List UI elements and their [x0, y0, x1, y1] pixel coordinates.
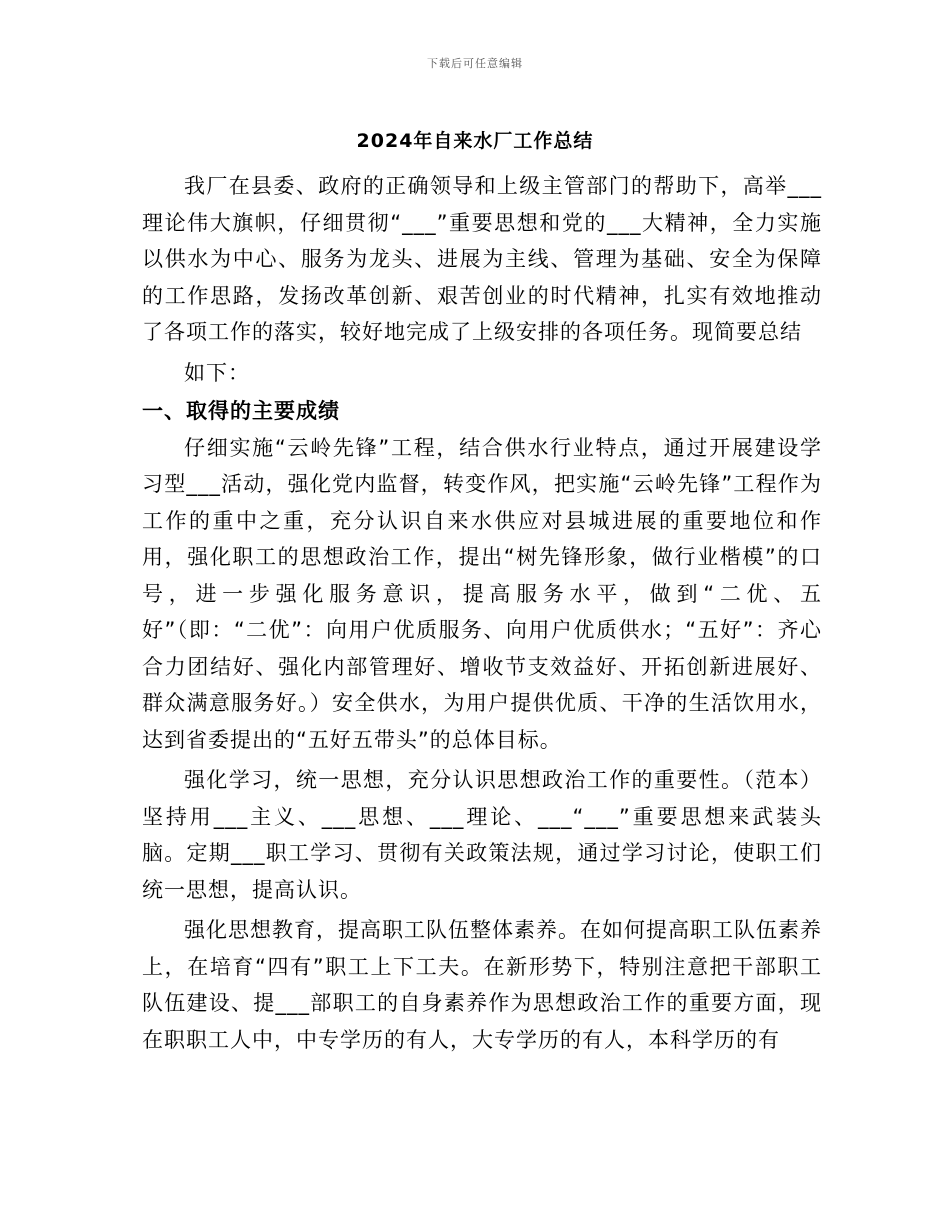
intro-continuation: 如下：	[184, 360, 250, 385]
header-note: 下载后可任意编辑	[427, 57, 523, 70]
section-heading: 一、取得的主要成绩	[142, 399, 340, 423]
intro-paragraph: 我厂在县委、政府的正确领导和上级主管部门的帮助下，高举___理论伟大旗帜，仔细贯彻“___”重要思想和党的___大精神，全力实施以供水为中心、服务为龙头、进展为主线、管理为基础、安全为保障的工作思路，发扬改革创新、艰苦创业的时代精神，扎实有效地推动了各项工作的落实，较好地完成了上级安排的各项任务。现简要总结	[142, 174, 822, 344]
body-paragraph-3: 强化思想教育，提高职工队伍整体素养。在如何提高职工队伍素养上，在培育“四有”职工上下工夫。在新形势下，特别注意把干部职工队伍建设、提___部职工的自身素养作为思想政治工作的重要方面，现在职职工人中，中专学历的有人，大专学历的有人，本科学历的有	[142, 918, 822, 1052]
body-paragraph-2: 强化学习，统一思想，充分认识思想政治工作的重要性。（范本）坚持用___主义、___思想、___理论、___“___”重要思想来武装头脑。定期___职工学习、贯彻有关政策法规，通过学习讨论，使职工们统一思想，提高认识。	[142, 768, 822, 902]
document-body	[142, 168, 822, 1058]
document-title: 2024年自来水厂工作总结	[356, 130, 594, 152]
body-paragraph-1: 仔细实施“云岭先锋”工程，结合供水行业特点，通过开展建设学习型___活动，强化党内监督，转变作风，把实施“云岭先锋”工程作为工作的重中之重，充分认识自来水供应对县城进展的重要地位和作用，强化职工的思想政治工作，提出“树先锋形象，做行业楷模”的口号，进一步强化服务意识，提高服务水平，做到“二优、五好”（即：“二优”：向用户优质服务、向用户优质供水；“五好”：齐心合力团结好、强化内部管理好、增收节支效益好、开拓创新进展好、群众满意服务好。）安全供水，为用户提供优质、干净的生活饮用水，达到省委提出的“五好五带头”的总体目标。	[142, 435, 822, 752]
